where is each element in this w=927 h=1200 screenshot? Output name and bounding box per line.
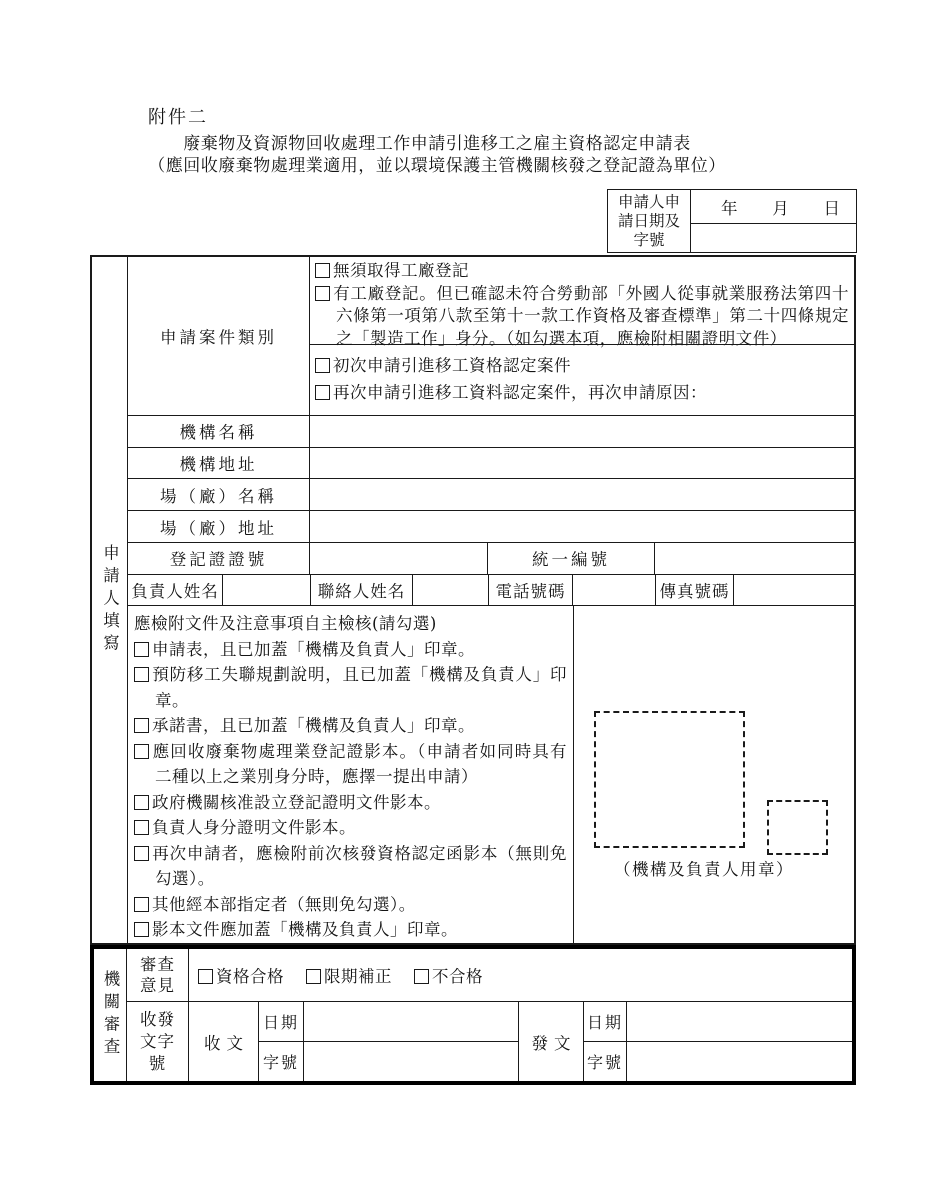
- registration-no-field[interactable]: [310, 543, 488, 574]
- month-label: 月: [772, 198, 789, 218]
- uniform-no-field[interactable]: [655, 543, 854, 574]
- review-section-side-label: 機關審查: [94, 949, 127, 1081]
- receive-date-field[interactable]: [304, 1002, 518, 1041]
- checkbox[interactable]: [134, 744, 149, 759]
- date-box-label: 申請人申請日期及字號: [608, 190, 691, 252]
- org-stamp-box: [594, 711, 745, 848]
- case-type-label: 申請案件類別: [128, 257, 310, 415]
- site-address-label: 場（廠）地址: [128, 511, 310, 542]
- send-date-field[interactable]: [627, 1002, 852, 1041]
- review-opinion-row: [127, 949, 852, 1002]
- checkbox[interactable]: [306, 969, 321, 984]
- phone-label: 電話號碼: [489, 575, 573, 606]
- uniform-no-label: 統一編號: [488, 543, 655, 574]
- receive-label: 收文: [189, 1002, 259, 1081]
- phone-field[interactable]: [573, 575, 656, 606]
- checkbox[interactable]: [134, 795, 149, 810]
- review-opinion-options: [189, 949, 852, 1001]
- checklist-item: 影本文件應加蓋「機構及負責人」印章。: [134, 917, 567, 943]
- principal-stamp-box: [767, 800, 828, 855]
- option-reapplication: 再次申請引進移工資料認定案件，再次申請原因：: [315, 379, 849, 406]
- date-ymd-row: [691, 190, 856, 224]
- doc-numbers-row: [127, 1002, 852, 1081]
- org-name-row: [128, 416, 854, 448]
- stamp-caption: （機構及負責人用章）: [614, 860, 794, 880]
- checklist-item: 應回收廢棄物處理業登記證影本。（申請者如同時具有二種以上之業別身分時，應擇一提出申請）: [134, 739, 567, 790]
- agency-review-table: [90, 945, 856, 1085]
- form-subtitle: （應回收廢棄物處理業適用，並以環境保護主管機關核發之登記證為單位）: [148, 156, 726, 176]
- option-no-factory-registration: 無須取得工廠登記: [315, 260, 849, 283]
- send-no-field[interactable]: [627, 1042, 852, 1081]
- contact-name-label: 聯絡人姓名: [311, 575, 413, 606]
- day-label: 日: [823, 198, 840, 218]
- checklist-item: 其他經本部指定者（無則免勾選）。: [134, 892, 567, 918]
- contact-name-field[interactable]: [413, 575, 489, 606]
- send-no-label: 字號: [584, 1042, 627, 1081]
- site-name-row: [128, 479, 854, 511]
- stamp-area: [574, 606, 854, 943]
- site-address-row: [128, 511, 854, 543]
- document-checklist: [128, 606, 574, 943]
- send-date-label: 日期: [584, 1002, 627, 1041]
- checklist-item: 預防移工失聯規劃說明，且已加蓋「機構及負責人」印章。: [134, 662, 567, 713]
- principal-name-label: 負責人姓名: [128, 575, 223, 606]
- case-type-row: [128, 257, 854, 416]
- receive-date-label: 日期: [259, 1002, 304, 1041]
- receive-no-label: 字號: [259, 1042, 304, 1081]
- checkbox[interactable]: [134, 897, 149, 912]
- checkbox[interactable]: [315, 385, 330, 400]
- option-correction-deadline: 限期補正: [306, 963, 392, 987]
- org-address-row: [128, 448, 854, 480]
- fax-label: 傳真號碼: [656, 575, 734, 606]
- checkbox[interactable]: [134, 718, 149, 733]
- receive-no-field[interactable]: [304, 1042, 518, 1081]
- checkbox[interactable]: [315, 263, 330, 278]
- checklist-item: 申請表，且已加蓋「機構及負責人」印章。: [134, 637, 567, 663]
- checklist-item: 承諾書，且已加蓋「機構及負責人」印章。: [134, 713, 567, 739]
- form-title: 廢棄物及資源物回收處理工作申請引進移工之雇主資格認定申請表: [183, 134, 691, 154]
- principal-name-field[interactable]: [223, 575, 311, 606]
- application-kind-options: [310, 345, 854, 415]
- site-name-label: 場（廠）名稱: [128, 479, 310, 510]
- factory-registration-options: [310, 257, 854, 348]
- site-address-field[interactable]: [310, 511, 854, 542]
- attachment-label: 附件二: [148, 107, 208, 128]
- doc-numbers-label: 收發文字號: [127, 1002, 189, 1081]
- date-ref-number-field[interactable]: [691, 224, 856, 252]
- option-qualified: 資格合格: [198, 963, 284, 987]
- checklist-item: 政府機關核准設立登記證明文件影本。: [134, 790, 567, 816]
- checklist-item: 負責人身分證明文件影本。: [134, 815, 567, 841]
- applicant-table: [90, 255, 856, 945]
- checkbox[interactable]: [134, 820, 149, 835]
- fax-field[interactable]: [734, 575, 854, 606]
- org-address-field[interactable]: [310, 448, 854, 479]
- checkbox[interactable]: [414, 969, 429, 984]
- send-label: 發文: [519, 1002, 584, 1081]
- option-has-factory-registration: 有工廠登記。但已確認未符合勞動部「外國人從事就業服務法第四十六條第一項第八款至第十一款工作資格及審查標準」第二十四條規定之「製造工作」身分。（如勾選本項，應檢附相關證明文件）: [315, 283, 849, 351]
- application-date-box: [607, 189, 857, 253]
- checkbox[interactable]: [315, 286, 330, 301]
- org-name-field[interactable]: [310, 416, 854, 447]
- site-name-field[interactable]: [310, 479, 854, 510]
- checklist-row: [128, 606, 854, 943]
- option-first-application: 初次申請引進移工資格認定案件: [315, 352, 849, 379]
- checkbox[interactable]: [134, 922, 149, 937]
- contacts-row: [128, 575, 854, 607]
- checkbox[interactable]: [134, 667, 149, 682]
- review-opinion-label: 審查意見: [127, 949, 189, 1001]
- checkbox[interactable]: [315, 358, 330, 373]
- checkbox[interactable]: [134, 642, 149, 657]
- org-address-label: 機構地址: [128, 448, 310, 479]
- applicant-section-side-label: 申請人填寫: [92, 257, 128, 943]
- option-not-qualified: 不合格: [414, 963, 483, 987]
- checklist-header: 應檢附文件及注意事項自主檢核(請勾選): [134, 614, 437, 634]
- checkbox[interactable]: [134, 846, 149, 861]
- checkbox[interactable]: [198, 969, 213, 984]
- registration-row: [128, 543, 854, 575]
- checklist-item: 再次申請者，應檢附前次核發資格認定函影本（無則免勾選）。: [134, 841, 567, 892]
- year-label: 年: [721, 198, 738, 218]
- registration-no-label: 登記證證號: [128, 543, 310, 574]
- org-name-label: 機構名稱: [128, 416, 310, 447]
